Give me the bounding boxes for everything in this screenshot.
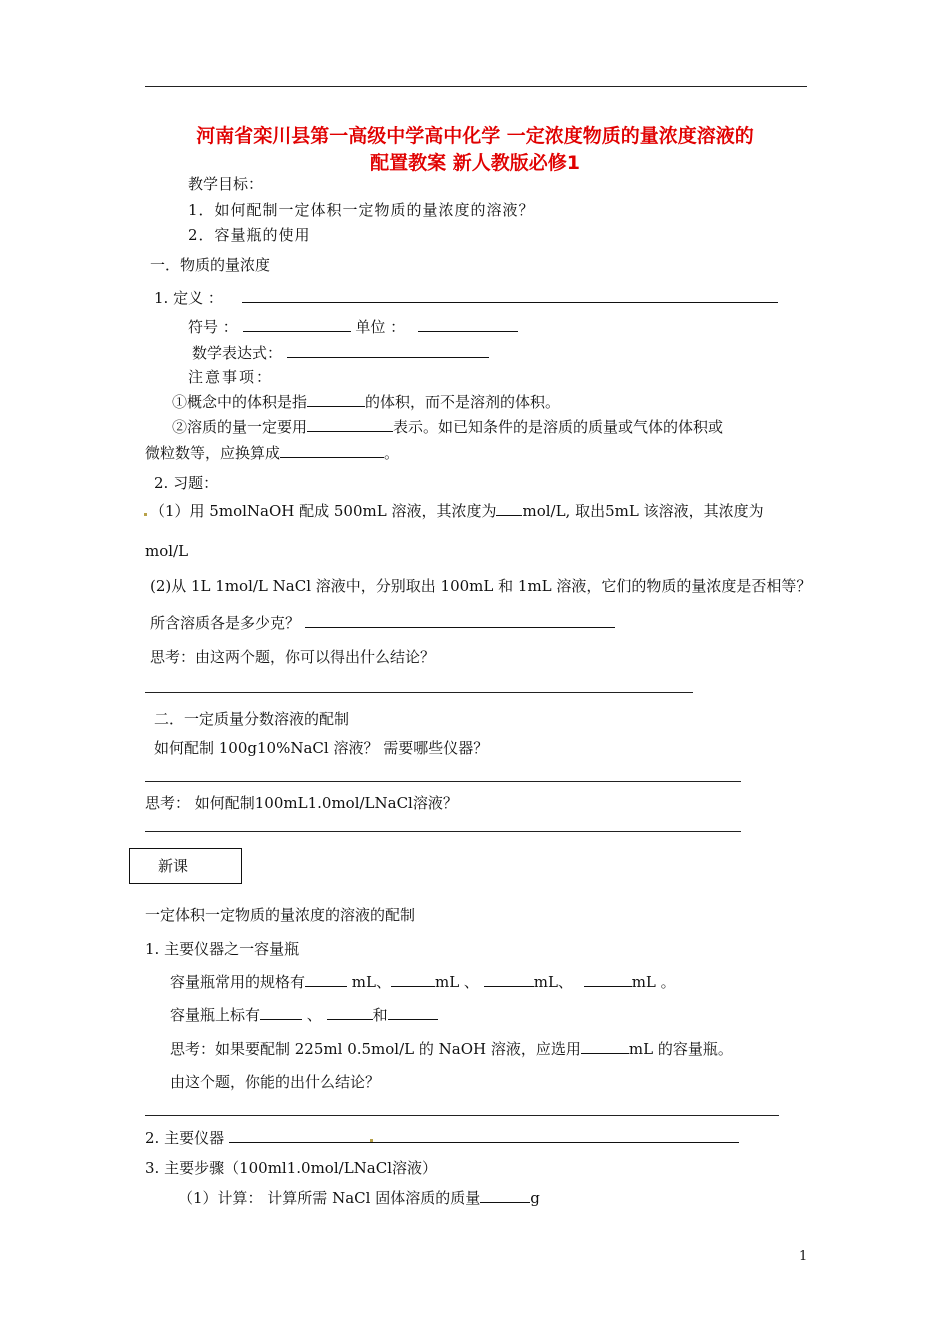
q1-text-b: mol/L, 取出 [522,502,606,520]
expression-blank[interactable] [287,343,489,358]
note-1 [172,391,560,412]
label-sep: 、 [302,1006,322,1024]
flask-label-row [170,1004,438,1025]
spec-blank-3[interactable] [484,972,534,987]
q2-text-a: (2)从 1L 1mol/L [150,577,273,595]
instruments-blank[interactable] [229,1128,739,1143]
answer-line-4[interactable] [145,1115,779,1116]
note-2-text-a: ②溶质的量一定要用 [172,418,308,436]
note-1-blank[interactable] [307,392,365,407]
spec-unit-3: mL、 [533,973,573,991]
new-lesson-box [129,848,242,884]
spec-unit-4: mL 。 [631,973,676,991]
label-blank-3[interactable] [388,1005,438,1020]
note-2-blank-2[interactable] [280,443,384,458]
section2-question: 如何配制 100g10%NaCl 溶液？ 需要哪些仪器？ [154,739,489,757]
q2-text-c: 所含溶质各是多少克？ [150,614,301,632]
item-2-label: 2. 主要仪器 [145,1129,225,1147]
symbol-unit-row [188,316,518,337]
section2-heading: 二．一定质量分数溶液的配制 [154,710,350,728]
answer-line-2[interactable] [145,781,741,782]
label-blank-1[interactable] [260,1005,302,1020]
step-1-unit: g [530,1189,540,1207]
q1-blank[interactable] [496,501,522,516]
goals-heading: 教学目标： [188,175,264,193]
q2-text-b: NaCl 溶液中，分别取出 100mL 和 1mL 溶液，它们的物质的量浓度是否相等？ [272,577,812,595]
unit-label: 单位 ： [355,318,406,336]
section3-conclusion: 由这个题，你能的出什么结论？ [170,1073,381,1091]
artifact-dot-2 [370,1139,373,1142]
step-1-blank[interactable] [480,1188,530,1203]
exercise-q2 [150,575,811,596]
note-1-text-a: ①概念中的体积是指 [172,393,308,411]
unit-blank[interactable] [418,317,518,332]
q1-unit: mol/L [145,542,189,560]
note-2-blank[interactable] [307,417,393,432]
section1-heading: 一．物质的量浓度 [150,256,271,274]
expression-label: 数学表达式： [192,344,283,362]
goal-item-1: 1．如何配制一定体积一定物质的量浓度的溶液？ [188,201,535,219]
answer-line-1[interactable] [145,692,693,693]
document-title-line2: 配置教案 新人教版必修1 [370,152,580,174]
new-lesson-label: 新课 [158,857,189,875]
spec-blank-2[interactable] [391,972,435,987]
artifact-dot [144,513,147,516]
section3-think [170,1038,733,1059]
spec-unit-1: mL、 [351,973,391,991]
step-1 [178,1187,540,1208]
label-text: 容量瓶上标有 [170,1006,261,1024]
think-blank[interactable] [581,1039,629,1054]
section3-item-2 [145,1127,739,1148]
spec-unit-2: mL 、 [434,973,479,991]
definition-blank[interactable] [242,288,778,303]
flask-spec-row [170,971,676,992]
q1-text-c: 5mL 该溶液，其浓度为 [605,502,764,520]
label-and: 和 [372,1006,388,1024]
top-rule [145,86,807,87]
note-2-text-c: 微粒数等，应换算成 [145,444,281,462]
section3-heading: 一定体积一定物质的量浓度的溶液的配制 [145,906,416,924]
think-text-a: 思考：如果要配制 225ml 0.5mol/L 的 NaOH 溶液，应选用 [170,1040,581,1058]
symbol-blank[interactable] [243,317,351,332]
section3-item-3: 3. 主要步骤（100ml1.0mol/LNaCl溶液） [145,1159,437,1177]
exercise-think: 思考：由这两个题，你可以得出什么结论？ [150,648,436,666]
note-2-continued [145,442,399,463]
step-1-text: （1）计算： 计算所需 NaCl 固体溶质的质量 [178,1189,481,1207]
definition-label: 1. 定义 ： [154,289,223,307]
label-blank-2[interactable] [327,1005,373,1020]
goal-item-2: 2．容量瓶的使用 [188,226,311,244]
spec-blank-1[interactable] [305,972,347,987]
exercise-q1 [150,500,764,521]
answer-line-3[interactable] [145,831,741,832]
document-title-line1: 河南省栾川县第一高级中学高中化学 一定浓度物质的量浓度溶液的 [196,125,754,147]
q2-blank[interactable] [305,613,615,628]
spec-blank-4[interactable] [584,972,632,987]
notes-label: 注意事项： [188,368,274,386]
spec-text: 容量瓶常用的规格有 [170,973,306,991]
symbol-label: 符号 ： [188,318,238,336]
page-number: 1 [799,1249,808,1264]
section2-think: 思考： 如何配制100mL1.0mol/LNaCl溶液？ [145,794,458,812]
q2-continued [150,612,615,633]
q1-text-a: （1）用 5molNaOH 配成 500mL 溶液，其浓度为 [150,502,497,520]
think-text-b: mL 的容量瓶。 [628,1040,733,1058]
note-2 [172,416,723,437]
note-2-text-b: 表示。如已知条件的是溶质的质量或气体的体积或 [393,418,724,436]
exercises-heading: 2. 习题： [154,474,219,492]
expression-row [192,342,489,363]
section3-item-1: 1. 主要仪器之一容量瓶 [145,940,300,958]
note-1-text-b: 的体积，而不是溶剂的体积。 [365,393,561,411]
definition-row [154,287,778,308]
note-2-text-d: 。 [384,444,400,462]
